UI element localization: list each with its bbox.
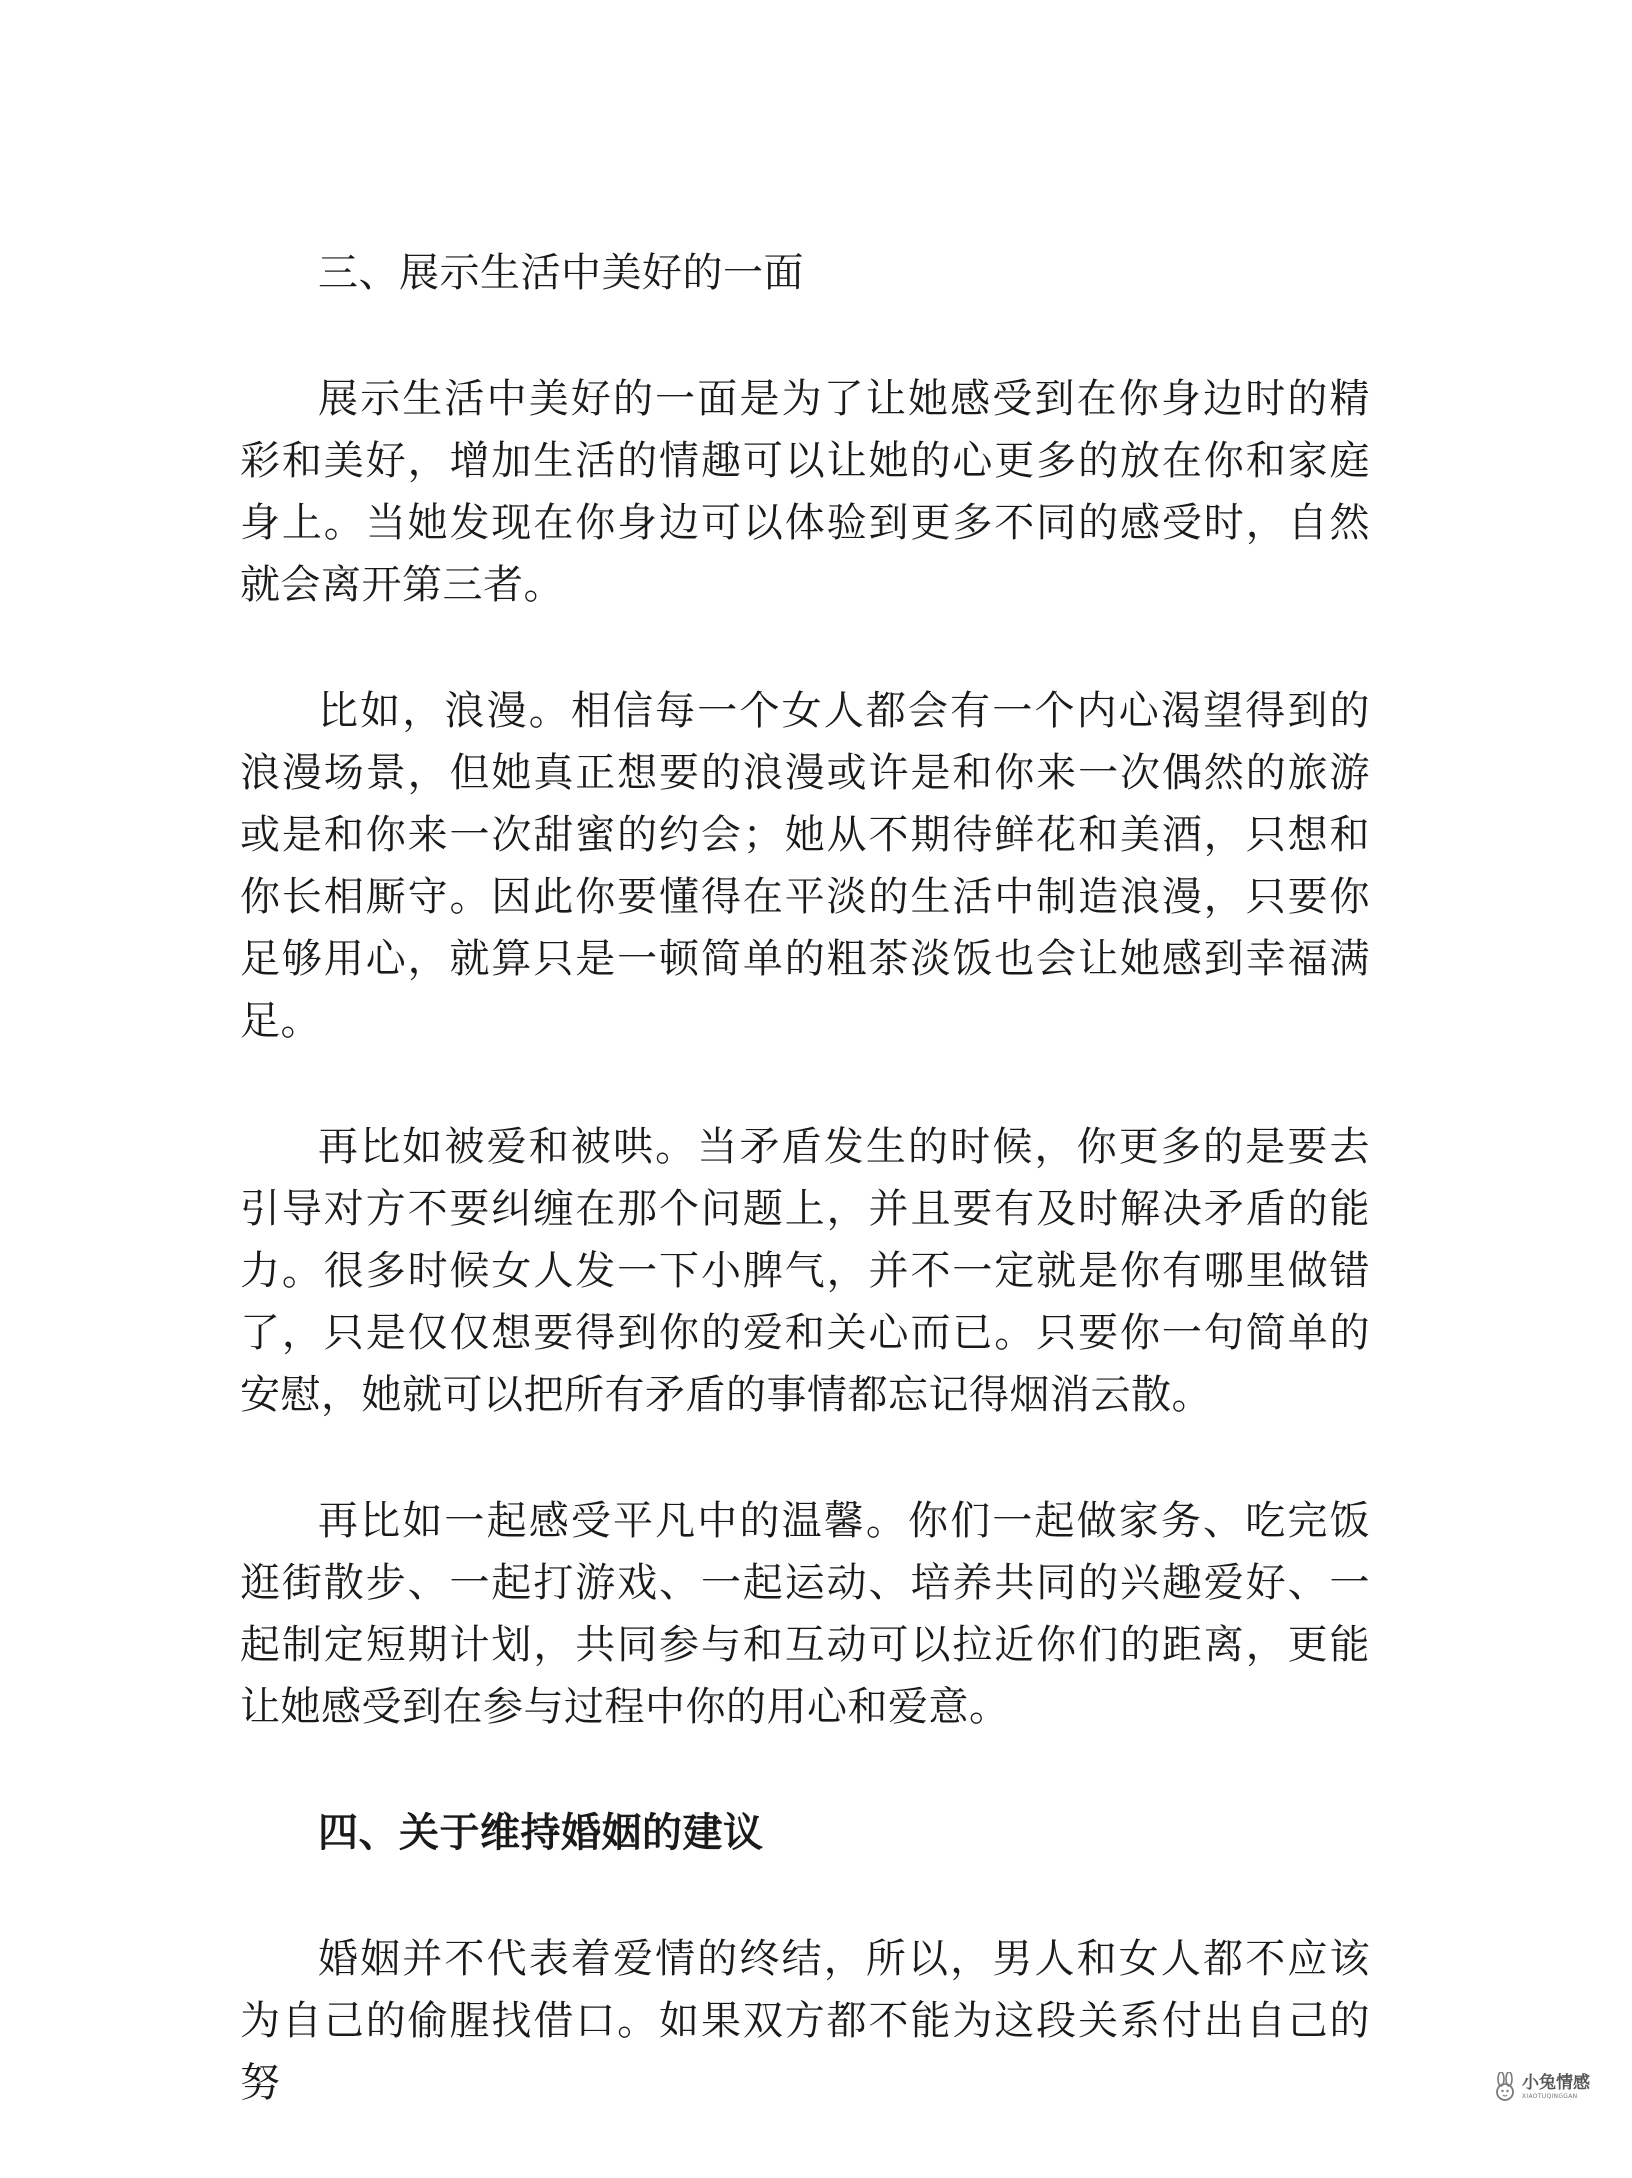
watermark-text — [1522, 2073, 1590, 2101]
paragraph: 再比如被爱和被哄。当矛盾发生的时候，你更多的是要去引导对方不要纠缠在那个问题上，并且要有及时解决矛盾的能力。很多时候女人发一下小脾气，并不一定就是你有哪里做错了，只是仅仅想要得到你的爱和关心而已。只要你一句简单的安慰，她就可以把所有矛盾的事情都忘记得烟消云散。 — [240, 1124, 1370, 1418]
rabbit-logo-icon — [1492, 2072, 1518, 2102]
section-heading-3: 三、展示生活中美好的一面 — [318, 250, 804, 296]
watermark — [1492, 2068, 1624, 2106]
watermark-title: 小兔情感 — [1522, 2073, 1590, 2093]
paragraph: 展示生活中美好的一面是为了让她感受到在你身边时的精彩和美好，增加生活的情趣可以让她的心更多的放在你和家庭身上。当她发现在你身边可以体验到更多不同的感受时，自然就会离开第三者。 — [240, 376, 1370, 608]
watermark-subtitle: XIAOTUQINGGAN — [1522, 2093, 1578, 2100]
paragraph: 再比如一起感受平凡中的温馨。你们一起做家务、吃完饭逛街散步、一起打游戏、一起运动、培养共同的兴趣爱好、一起制定短期计划，共同参与和互动可以拉近你们的距离，更能让她感受到在参与过程中你的用心和爱意。 — [240, 1498, 1370, 1730]
section-heading-4: 四、关于维持婚姻的建议 — [318, 1809, 764, 1856]
paragraph: 比如，浪漫。相信每一个女人都会有一个内心渴望得到的浪漫场景，但她真正想要的浪漫或许是和你来一次偶然的旅游或是和你来一次甜蜜的约会；她从不期待鲜花和美酒，只想和你长相厮守。因此你要懂得在平淡的生活中制造浪漫，只要你足够用心，就算只是一顿简单的粗茶淡饭也会让她感到幸福满足。 — [240, 688, 1370, 1044]
paragraph: 婚姻并不代表着爱情的终结，所以，男人和女人都不应该为自己的偷腥找借口。如果双方都不能为这段关系付出自己的努 — [240, 1936, 1370, 2106]
document-body — [240, 242, 1370, 2178]
